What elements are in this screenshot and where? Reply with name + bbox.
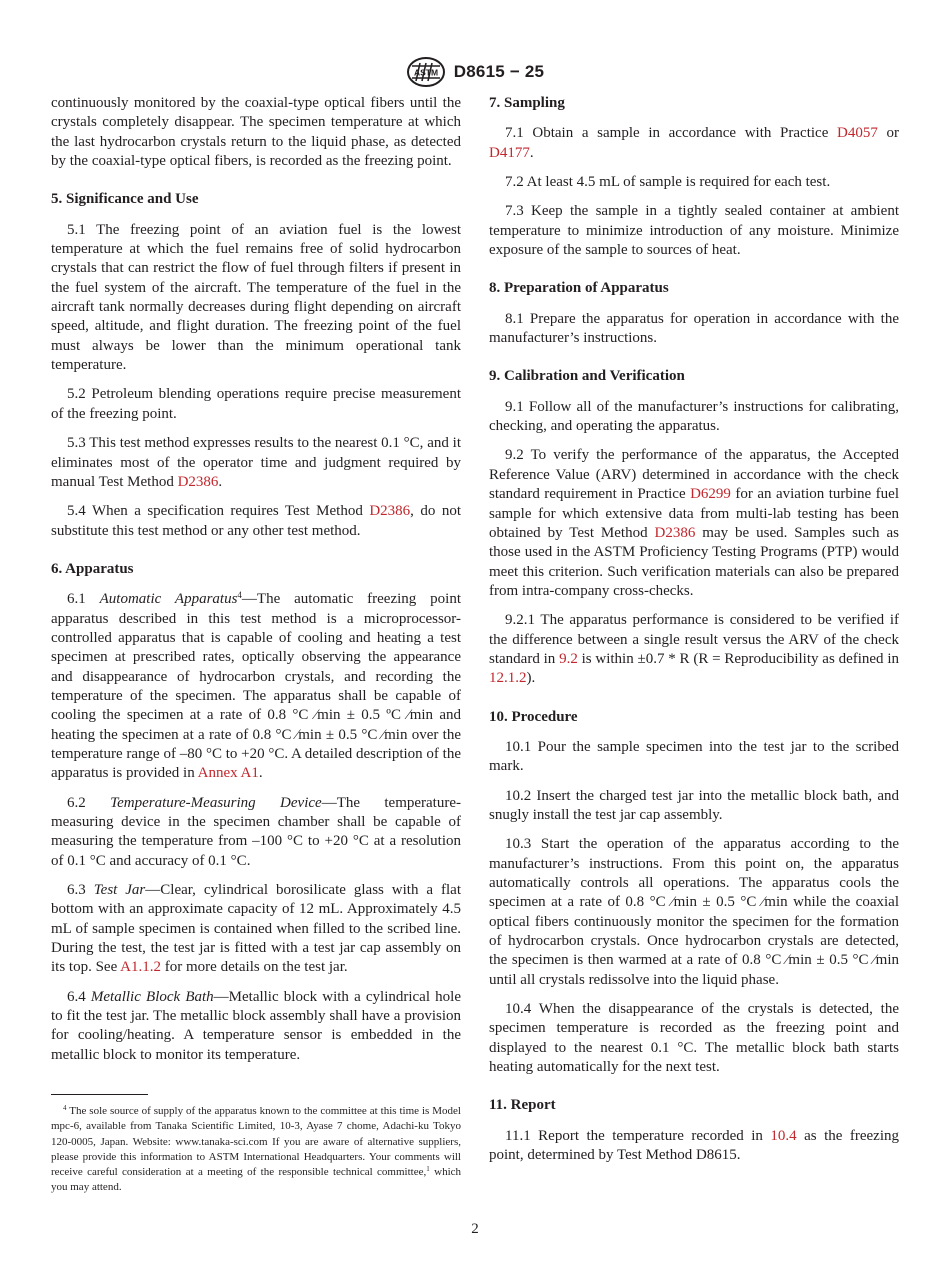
paragraph-10-2: 10.2 Insert the charged test jar into the metallic block bath, and snugly install the test jar cap assembly.: [489, 787, 899, 823]
paragraph-9-2: [489, 446, 899, 601]
paragraph-6-3: [51, 881, 461, 978]
paragraph-6-2: [51, 794, 461, 871]
section-11-heading: 11. Report: [489, 1097, 556, 1114]
paragraph-9-2-text: 9.2 To verify the performance of the apparatus, the Accepted Reference Value (ARV) determined in accordance with the check standard requirement in Practice: [489, 447, 899, 503]
paragraph-5-4-text: 5.4 When a specification requires Test Method: [67, 503, 370, 520]
footnote-divider: [51, 1094, 148, 1095]
footnote-ref-4[interactable]: 4: [237, 590, 242, 601]
paragraph-6-3-number: 6.3: [67, 882, 94, 899]
paragraph-5-3-end: .: [218, 473, 223, 490]
right-column: [489, 94, 899, 1175]
paragraph-6-1-number: 6.1: [67, 591, 100, 608]
paragraph-5-3-text: 5.3 This test method expresses results to the nearest 0.1 °C, and it eliminates most of the operator time and judgment required by manual Test Method: [51, 435, 461, 490]
document-designation: D8615 − 25: [453, 62, 545, 81]
link-d4177[interactable]: D4177: [489, 144, 530, 161]
link-d2386[interactable]: D2386: [654, 524, 696, 541]
section-10-heading: 10. Procedure: [489, 708, 578, 725]
link-d6299[interactable]: D6299: [690, 486, 731, 503]
term-automatic-apparatus: Automatic Apparatus: [99, 591, 238, 608]
term-metallic-block-bath: Metallic Block Bath: [90, 988, 214, 1005]
paragraph-9-2-mid: for an aviation turbine fuel sample for which extensive data from multi-lab testing has been obtained by Test Method: [489, 486, 899, 541]
section-6-heading: 6. Apparatus: [51, 560, 134, 577]
paragraph-5-2: 5.2 Petroleum blending operations require precise measurement of the freezing point.: [51, 386, 461, 422]
intro-paragraph: continuously monitored by the coaxial-type optical fibers until the crystals completely disappear. The specimen temperature at which the last hydrocarbon crystals return to the liquid phase, as detected by the coaxial-type optical fibers, is recorded as the freezing point.: [51, 95, 461, 170]
page-number: 2: [471, 1221, 479, 1237]
paragraph-6-4-number: 6.4: [67, 988, 91, 1005]
link-10-4[interactable]: 10.4: [770, 1127, 797, 1144]
section-9-heading: 9. Calibration and Verification: [489, 368, 685, 385]
paragraph-6-3-end: for more details on the test jar.: [161, 959, 348, 976]
paragraph-6-1: [51, 590, 461, 783]
link-a1-1-2[interactable]: A1.1.2: [120, 959, 162, 976]
link-12-1-2[interactable]: 12.1.2: [489, 670, 527, 687]
footnote-text: The sole source of supply of the apparatus known to the committee at this time is Model mpc-6, available from Tanaka Scientific Limited, 10-3, Ayase 7 chome, Adachi-ku Tokyo 120-0005, Japan. Website: www.tanaka-sci.com If you are aware of alternative suppliers, please provide this information to ASTM International Headquarters. Your comments will receive careful consideration at a meeting of the responsible technical committee,: [51, 1105, 461, 1179]
astm-logo-icon: [406, 56, 446, 88]
paragraph-9-2-end: may be used. Samples such as those used in the ASTM Proficiency Testing Programs (PTP) would meet this criterion. Such verification materials can also be prepared from intra-company cross-checks.: [489, 524, 899, 599]
paragraph-7-1-end: .: [529, 144, 534, 161]
paragraph-6-2-text: —The temperature-measuring device in the specimen chamber shall be capable of measuring the temperature from –100 °C to +20 °C at a resolution of 0.1 °C and accuracy of 0.1 °C.: [51, 794, 461, 869]
page-header: [0, 56, 950, 88]
logo-lettering: ASTM: [413, 67, 438, 78]
paragraph-6-1-text: —The automatic freezing point apparatus described in this test method is a microprocessor-controlled apparatus that is capable of cooling and heating a test specimen at prescribed rates, optically observing the appearance and disappearance of hydrocarbon crystals, and recording the temperature of the specimen. The apparatus shall be capable of cooling the specimen at a rate of 0.8 °C ⁄min ± 0.5 ºC ⁄min and heating the specimen at a rate of 0.8 °C ⁄min ± 0.5 °C ⁄min over the temperature range of –80 °C to +20 °C. A detailed description of the apparatus is provided in: [51, 591, 462, 782]
paragraph-6-4: [51, 988, 461, 1065]
paragraph-7-1-mid: or: [877, 125, 899, 142]
paragraph-5-1: 5.1 The freezing point of an aviation fuel is the lowest temperature at which the fuel remains free of solid hydrocarbon crystals that can restrict the flow of fuel through filters if present in the fuel system of the aircraft. The temperature of the fuel in the aircraft tank normally decreases during flight depending on aircraft speed, altitude, and flight duration. The freezing point of the fuel must always be lower than the minimum operational tank temperature.: [51, 221, 461, 374]
paragraph-5-3: [51, 434, 461, 492]
term-temperature-measuring-device: Temperature-Measuring Device: [110, 794, 322, 811]
link-d2386[interactable]: D2386: [177, 473, 219, 490]
paragraph-6-1-end: .: [258, 765, 263, 782]
paragraph-9-2-1-text: 9.2.1 The apparatus performance is considered to be verified if the difference between a single result versus the ARV of the check standard in: [489, 612, 899, 667]
paragraph-6-2-number: 6.2: [67, 794, 111, 811]
link-d2386[interactable]: D2386: [369, 503, 411, 520]
link-annex-a1[interactable]: Annex A1: [197, 765, 259, 782]
section-8-heading: 8. Preparation of Apparatus: [489, 280, 669, 297]
paragraph-8-1: 8.1 Prepare the apparatus for operation in accordance with the manufacturer’s instructions.: [489, 310, 899, 347]
paragraph-9-2-1-mid: is within ±0.7 * R (R = Reproducibility as defined in: [577, 650, 899, 667]
footnote-ref-1: 1: [426, 1165, 430, 1174]
paragraph-10-3: 10.3 Start the operation of the apparatus according to the manufacturer’s instructions. From this point on, the apparatus automatically controls all operations. The apparatus cools the specimen at a rate of 0.8 °C ⁄min ± 0.5 °C ⁄min while the coaxial optical fibers continuously monitor the specimen for the formation of hydrocarbon crystals. Once hydrocarbon crystals are detected, the specimen is then warmed at a rate of 0.8 °C ⁄min ± 0.5 °C ⁄min until all crystals redissolve into the liquid phase.: [489, 836, 899, 988]
paragraph-9-2-1-end: ).: [526, 670, 536, 687]
link-9-2[interactable]: 9.2: [559, 650, 578, 667]
paragraph-7-1: [489, 124, 899, 163]
link-d4057[interactable]: D4057: [837, 125, 878, 142]
paragraph-5-4: [51, 502, 461, 541]
paragraph-11-1-text: 11.1 Report the temperature recorded in: [505, 1127, 771, 1144]
left-column: [51, 94, 461, 1075]
term-test-jar: Test Jar: [93, 882, 146, 899]
paragraph-5-4-end: , do not substitute this test method or any other test method.: [51, 503, 461, 539]
paragraph-7-2: 7.2 At least 4.5 mL of sample is required for each test.: [505, 174, 831, 191]
paragraph-6-3-text: —Clear, cylindrical borosilicate glass with a flat bottom with an approximate capacity of 12 mL. Approximately 4.5 mL of sample specimen is contained when filled to the scribed line. During the test, the test jar is fitted with a test jar cap assembly on its top. See: [51, 882, 462, 976]
footnote-end: which you may attend.: [51, 1166, 462, 1194]
paragraph-9-1: 9.1 Follow all of the manufacturer’s instructions for calibrating, checking, and operating the apparatus.: [489, 398, 899, 435]
footnote-4: [51, 1104, 461, 1196]
section-7-heading: 7. Sampling: [489, 95, 565, 111]
paragraph-7-3: 7.3 Keep the sample in a tightly sealed container at ambient temperature to minimize introduction of any moisture. Minimize exposure of the sample to sources of heat.: [489, 203, 899, 259]
paragraph-6-4-text: —Metallic block with a cylindrical hole to fit the test jar. The metallic block assembly shall have a provision for cooling/heating. A temperature sensor is embedded in the metallic block to monitor its temperature.: [51, 988, 461, 1063]
paragraph-9-2-1: [489, 611, 899, 688]
paragraph-7-1-text: 7.1 Obtain a sample in accordance with Practice: [505, 125, 837, 142]
paragraph-10-4: 10.4 When the disappearance of the crystals is detected, the specimen temperature is recorded as the freezing point and displayed to the nearest 0.1 °C. The metallic block bath starts heating automatically for the next test.: [489, 1001, 899, 1076]
section-5-heading: 5. Significance and Use: [51, 191, 199, 208]
footnote-marker: 4: [63, 1104, 67, 1112]
paragraph-11-1: [489, 1127, 899, 1166]
paragraph-11-1-end: as the freezing point, determined by Test Method D8615.: [489, 1127, 899, 1164]
paragraph-10-1: 10.1 Pour the sample specimen into the test jar to the scribed mark.: [489, 738, 899, 775]
